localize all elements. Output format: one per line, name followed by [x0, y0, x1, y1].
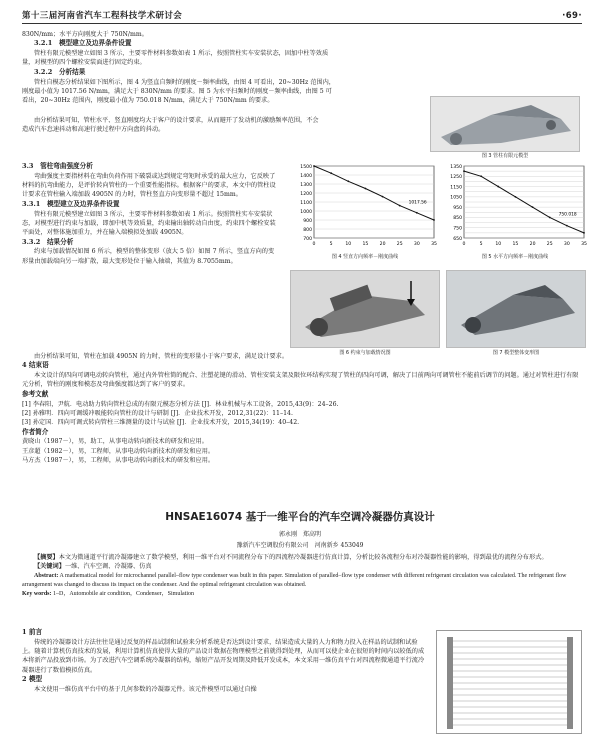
data-point: [433, 219, 435, 221]
y-tick-label: 1250: [450, 175, 462, 181]
y-tick-label: 1200: [300, 191, 312, 197]
x-tick-label: 25: [546, 242, 553, 247]
x-tick-label: 35: [581, 242, 587, 247]
data-point: [399, 205, 401, 207]
x-tick-label: 0: [462, 242, 466, 247]
para-332b: 由分析结果可知，管柱在加载 4905N 的力时，管柱的变形量小于客户要求，满足设计要求。: [34, 353, 289, 360]
x-tick-label: 15: [512, 242, 519, 247]
heading-4: 4 结束语: [22, 361, 49, 370]
y-tick-label: 1050: [450, 195, 462, 201]
figure-5-caption: 图 5 水平方向频率－刚度曲线: [481, 254, 549, 260]
reference-item: [3] 孙定国．四向可调式转向管柱三维测量的设计与试验 [J]．企业技术开发，2015,34(19)：40–42.: [22, 419, 300, 427]
y-tick-label: 950: [453, 205, 462, 211]
data-point: [515, 196, 517, 198]
condenser-drawing: [437, 631, 583, 735]
figure-4-caption: 图 4 竖直方向频率－刚度曲线: [331, 254, 399, 260]
x-tick-label: 5: [329, 242, 333, 247]
keywords-en-text: 1–D，Automobile air condition，Condenser，Simulation: [53, 590, 194, 597]
data-point: [583, 232, 585, 234]
x-tick-label: 20: [379, 242, 386, 247]
x-tick-label: 10: [345, 242, 352, 247]
para-332: 约束与加载情况如图 6 所示，模型的整体变形（放大 5 倍）如图 7 所示，竖直方向的变形量由加载端向另一端扩散，最大变形处位于输入轴端，其值为 8.7055mm。: [22, 248, 275, 265]
article-title: HNSAE16074 基于一维平台的汽车空调冷凝器仿真设计: [165, 511, 435, 523]
x-tick-label: 30: [563, 242, 570, 247]
x-tick-label: 20: [529, 242, 536, 247]
y-tick-label: 900: [303, 218, 312, 224]
para-322a: 管柱自模态分析结果如下图所示，图 4 为竖直自频时的刚度－频率曲线，由图 4 可看出，20~30Hz 范围内，刚度最小值为 1017.56 N/mm，满足大于 830N/mm 的要求。图 5 为水平扫频时的刚度－频率曲线，由图 5 可看出，20~30Hz 范围内，刚度最小值为 750.018 N/mm，满足大于 750N/mm 的要求。: [22, 78, 335, 105]
figure-6-image: [290, 270, 440, 348]
figure-7-caption: 图 7 模型整体变形图: [492, 350, 540, 356]
x-tick-label: 10: [495, 242, 502, 247]
y-tick-label: 850: [453, 216, 462, 222]
y-tick-label: 700: [303, 236, 312, 242]
chart-4-svg: [290, 160, 440, 252]
figure-7-image: [446, 270, 586, 348]
references-heading: 参考文献: [22, 389, 49, 398]
deformation-drawing: [447, 271, 587, 349]
y-tick-label: 1150: [450, 185, 462, 191]
reference-item: [1] 李春阳，尹航．电动助力转向管柱总成的有限元模态分析方法 [J]．林业机械与木工设备，2015,43(9)：24–26.: [22, 400, 339, 408]
data-point: [416, 212, 418, 214]
y-tick-label: 1100: [300, 200, 312, 206]
para-321: 管柱有限元模型建立如图 3 所示，主要零件材料参数如表 1 所示，按照管柱实车安装状态，固加中柱等效质量，对模型的四个螺栓安装面进行固定约束。: [22, 50, 329, 67]
data-point: [566, 225, 568, 227]
page-header: [22, 10, 582, 24]
reference-item: [2] 孙雅明．四向可调缓冲吸能转向管柱的设计与研制 [J]．企业技术开发，2012,31(22)：11–14.: [22, 409, 293, 417]
figure-4-chart: [290, 160, 440, 252]
article-authors: 郭永刚 郑高明: [278, 531, 321, 538]
data-point: [463, 170, 465, 172]
y-tick-label: 650: [453, 236, 462, 242]
author-bio: 王彦超（1982－），男，工程师，从事电动转向新技术的研发和应用。: [22, 447, 215, 455]
upper-text-column-2: [22, 116, 322, 135]
x-tick-label: 15: [362, 242, 369, 247]
y-tick-label: 1500: [300, 164, 312, 170]
section-33: [22, 162, 278, 266]
annotation-label: 1017.56: [408, 200, 427, 206]
author-bio-heading: 作者简介: [22, 427, 49, 436]
y-tick-label: 1350: [450, 164, 462, 170]
y-tick-label: 1000: [300, 209, 312, 215]
abstract-en-text: A mathematical model for microchannel parallel–flow type condenser was built in this paper. Simulation of paralled–flow type condenser with different refrigerant circulation was calculated. The refrigerant flow arrangement was changed to discuss its impact on the condenser. And the optimal refrigerant circulation was obtained.: [22, 572, 567, 588]
heading-331: 3.3.1 模型建立及边界条件设置: [22, 199, 120, 208]
figure-6-caption: 图 6 约束与加载情况图: [339, 350, 391, 356]
annotation-label: 750.018: [558, 212, 577, 218]
article-body: [22, 628, 428, 694]
keywords-label: 【关键词】: [34, 563, 65, 571]
header-title: 第十三届河南省汽车工程科技学术研讨会: [22, 11, 183, 21]
data-point: [347, 180, 349, 182]
x-tick-label: 25: [396, 242, 403, 247]
y-tick-label: 1300: [300, 182, 312, 188]
figure-5-chart: [440, 160, 590, 252]
para-331: 管柱有限元模型建立如图 3 所示，主要零件材料参数如表 1 所示。按照管柱实车安装状态，对模型进行约束与加载，即加中机等效质量，约束输出轴转动自由度，约束四个螺栓安装平面处，对整体施加重力，并在输入端模拟处加载 4905N。: [22, 210, 276, 237]
abstract-label: 【摘要】: [34, 554, 59, 561]
heading-33: 3.3 管柱弯曲强度分析: [22, 162, 93, 170]
data-point: [365, 188, 367, 190]
para-4: 本文设计的四向可调电动转向管柱，通过内外管柱简的配合、注塑花键的滑动、管柱安装支架及限位环结构实现了管柱的四向可调，解决了目前两向可调管柱不能前后调节的问题。通过对管柱进行有限元分析，管柱的刚度和模态及弯曲强度都达到了客户的要求。: [22, 372, 579, 389]
data-point: [497, 186, 499, 188]
keywords-en-label: Key words:: [22, 590, 52, 597]
data-point: [532, 206, 534, 208]
page-number: ·69·: [562, 11, 582, 21]
x-tick-label: 5: [479, 242, 483, 247]
abstract-text: 本文为微通道平行流冷凝器建立了数学模型，利用一维平台对不同流程分布下的四流程冷凝器进行仿真计算，分析比较各流程分布对冷凝器性能的影响，得到最优的流程分布形式。: [58, 554, 548, 561]
data-point: [330, 172, 332, 174]
data-point: [382, 196, 384, 198]
author-bio: 马方杰（1987－），男，工程师，从事电动转向新技术的研发和应用。: [22, 457, 215, 465]
data-point: [313, 165, 315, 167]
para-33: 弯曲强度主要指材料在弯曲负荷作用下破裂或达到规定弯矩时承受的最大应力，它反映了材料的抗弯曲能力，是评价转向管柱的一个重要性能指标。根据客户的要求，本文中的管柱设计要求在管柱输入端加载 4905N 的力时，管柱竖直方向变形量不超过 15mm。: [22, 172, 276, 199]
heading-332: 3.3.2 结果分析: [22, 237, 74, 246]
y-tick-label: 800: [303, 227, 312, 233]
para-2: 本文使用一维仿真平台中的基于几何参数的冷凝器元件。该元件模型可以通过自操: [34, 685, 257, 693]
data-point: [480, 175, 482, 177]
heading-1: 1 前言: [22, 628, 43, 636]
para-322b: 由分析结果可知，管柱水平、竖直刚度均大于客户的设计要求，从而避开了发动机的激励频率范围，不会造成汽车怠速抖动和高速行驶过程中方向盘的抖动。: [22, 117, 319, 134]
y-tick-label: 750: [453, 226, 462, 232]
article-affiliation: 豫新汽车空调股份有限公司 河南新乡 453049: [236, 542, 364, 549]
heading-322: 3.2.2 分析结果: [34, 67, 86, 76]
figure-3-caption: 图 3 管柱有限元模型: [481, 153, 529, 159]
upper-text-column: [22, 30, 338, 106]
author-bio: 黄晓山（1987－），男，助工，从事电动转向新技术的研发和应用。: [22, 438, 208, 446]
para-1: 传统的冷凝器设计方法往往是通过反复的样品试制和试验来分析系统是否达到设计要求，结果造成大量的人力和物力投入在样品的试制和试验上。随着计算机仿真技术的发展，利用计算机仿真使得大量的产品设计数据在物理模型之前就得到处理，从而可以使企业在很短的时间内以较低的成本将新产品投放到市场。为了改进汽车空调系统冷凝器的结构，缩短产品开发周期及降低开发成本，本文采用一维仿真平台对四流程微通道平行流冷凝器进行了数值模拟仿真。: [22, 638, 425, 674]
heading-2: 2 模型: [22, 675, 43, 684]
chart-5-svg: [440, 160, 590, 252]
y-tick-label: 1400: [300, 173, 312, 179]
keywords-text: 一维、汽车空调、冷凝器、仿真: [64, 563, 152, 571]
heading-321: 3.2.1 模型建立及边界条件设置: [34, 39, 132, 48]
abstract-en-label: Abstract:: [34, 572, 59, 579]
lower-text: [22, 352, 582, 465]
fe-model-drawing: [431, 97, 581, 153]
figure-3-image: [430, 96, 580, 152]
constraint-drawing: [291, 271, 441, 349]
para-line0: 830N/mm；水平方向刚度大于 750N/mm。: [22, 31, 148, 38]
condenser-image: [436, 630, 582, 734]
data-point: [549, 217, 551, 219]
abstract-block: [22, 553, 582, 599]
reference-list: [22, 400, 582, 428]
x-tick-label: 35: [431, 242, 437, 247]
x-tick-label: 0: [312, 242, 316, 247]
x-tick-label: 30: [413, 242, 420, 247]
